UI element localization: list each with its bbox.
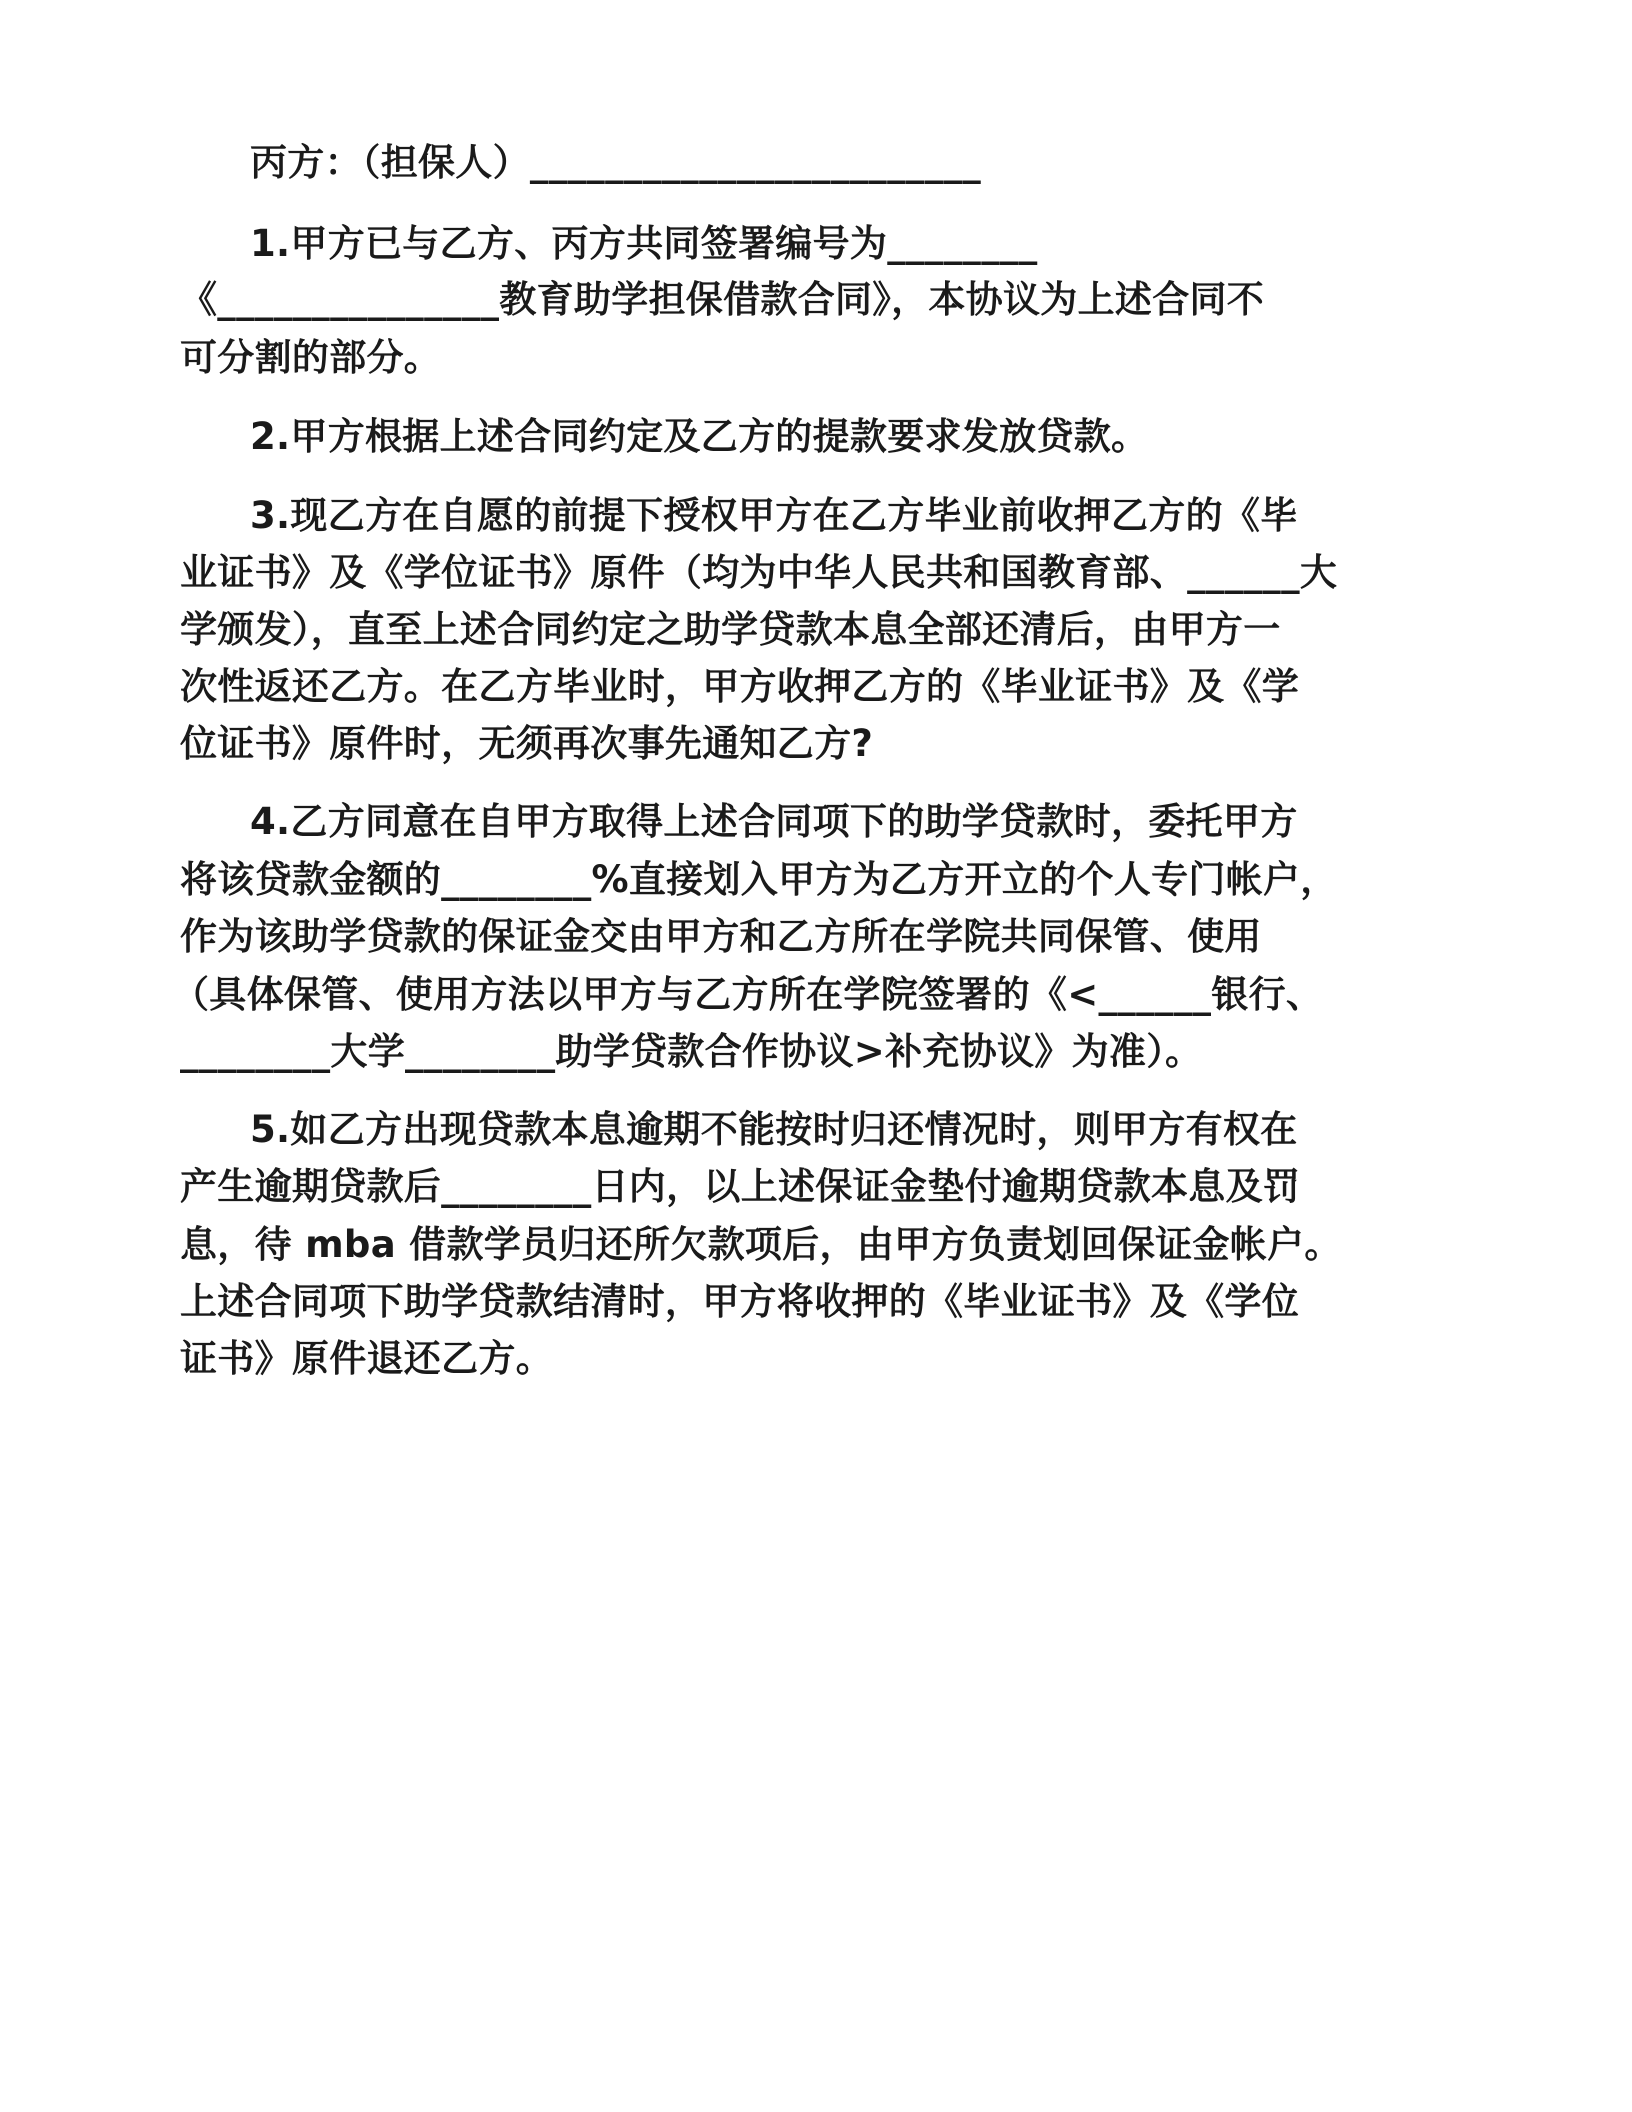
clause-1-line-3: 可分割的部分。 [180,336,442,379]
clause-5-line-5: 证书》原件退还乙方。 [180,1337,553,1380]
clause-3-line-1: 3.现乙方在自愿的前提下授权甲方在乙方毕业前收押乙方的《毕 [250,494,1298,537]
clause-3-line-2: 业证书》及《学位证书》原件（均为中华人民共和国教育部、______大 [180,551,1338,594]
clause-2-line-1: 2.甲方根据上述合同约定及乙方的提款要求发放贷款。 [250,415,1149,458]
clause-5-line-4: 上述合同项下助学贷款结清时，甲方将收押的《毕业证书》及《学位 [180,1280,1299,1323]
clause-5-line-3: 息，待 mba 借款学员归还所欠款项后，由甲方负责划回保证金帐户。 [180,1223,1342,1266]
clause-5-line-1: 5.如乙方出现贷款本息逾期不能按时归还情况时，则甲方有权在 [250,1108,1298,1151]
clause-4-line-2: 将该贷款金额的________%直接划入甲方为乙方开立的个人专门帐户， [180,858,1338,901]
clause-4-line-1: 4.乙方同意在自甲方取得上述合同项下的助学贷款时，委托甲方 [250,800,1298,843]
clause-4-line-3: 作为该助学贷款的保证金交由甲方和乙方所在学院共同保管、使用 [180,915,1262,958]
guarantor-line: 丙方：（担保人）________________________ [250,141,982,184]
clause-3-line-5: 位证书》原件时，无须再次事先通知乙方? [180,722,874,765]
clause-1-line-1: 1.甲方已与乙方、丙方共同签署编号为________ [250,222,1038,265]
clause-5-line-2: 产生逾期贷款后________日内，以上述保证金垫付逾期贷款本息及罚 [180,1165,1301,1208]
clause-3-line-3: 学颁发），直至上述合同约定之助学贷款本息全部还清后，由甲方一 [180,608,1281,651]
clause-3-line-4: 次性返还乙方。在乙方毕业时，甲方收押乙方的《毕业证书》及《学 [180,665,1299,708]
clause-4-line-5: ________大学________助学贷款合作协议>补充协议》为准）。 [180,1030,1203,1073]
clause-1-line-2: 《_______________教育助学担保借款合同》，本协议为上述合同不 [180,278,1265,321]
clause-4-line-4: （具体保管、使用方法以甲方与乙方所在学院签署的《<______银行、 [172,973,1324,1016]
